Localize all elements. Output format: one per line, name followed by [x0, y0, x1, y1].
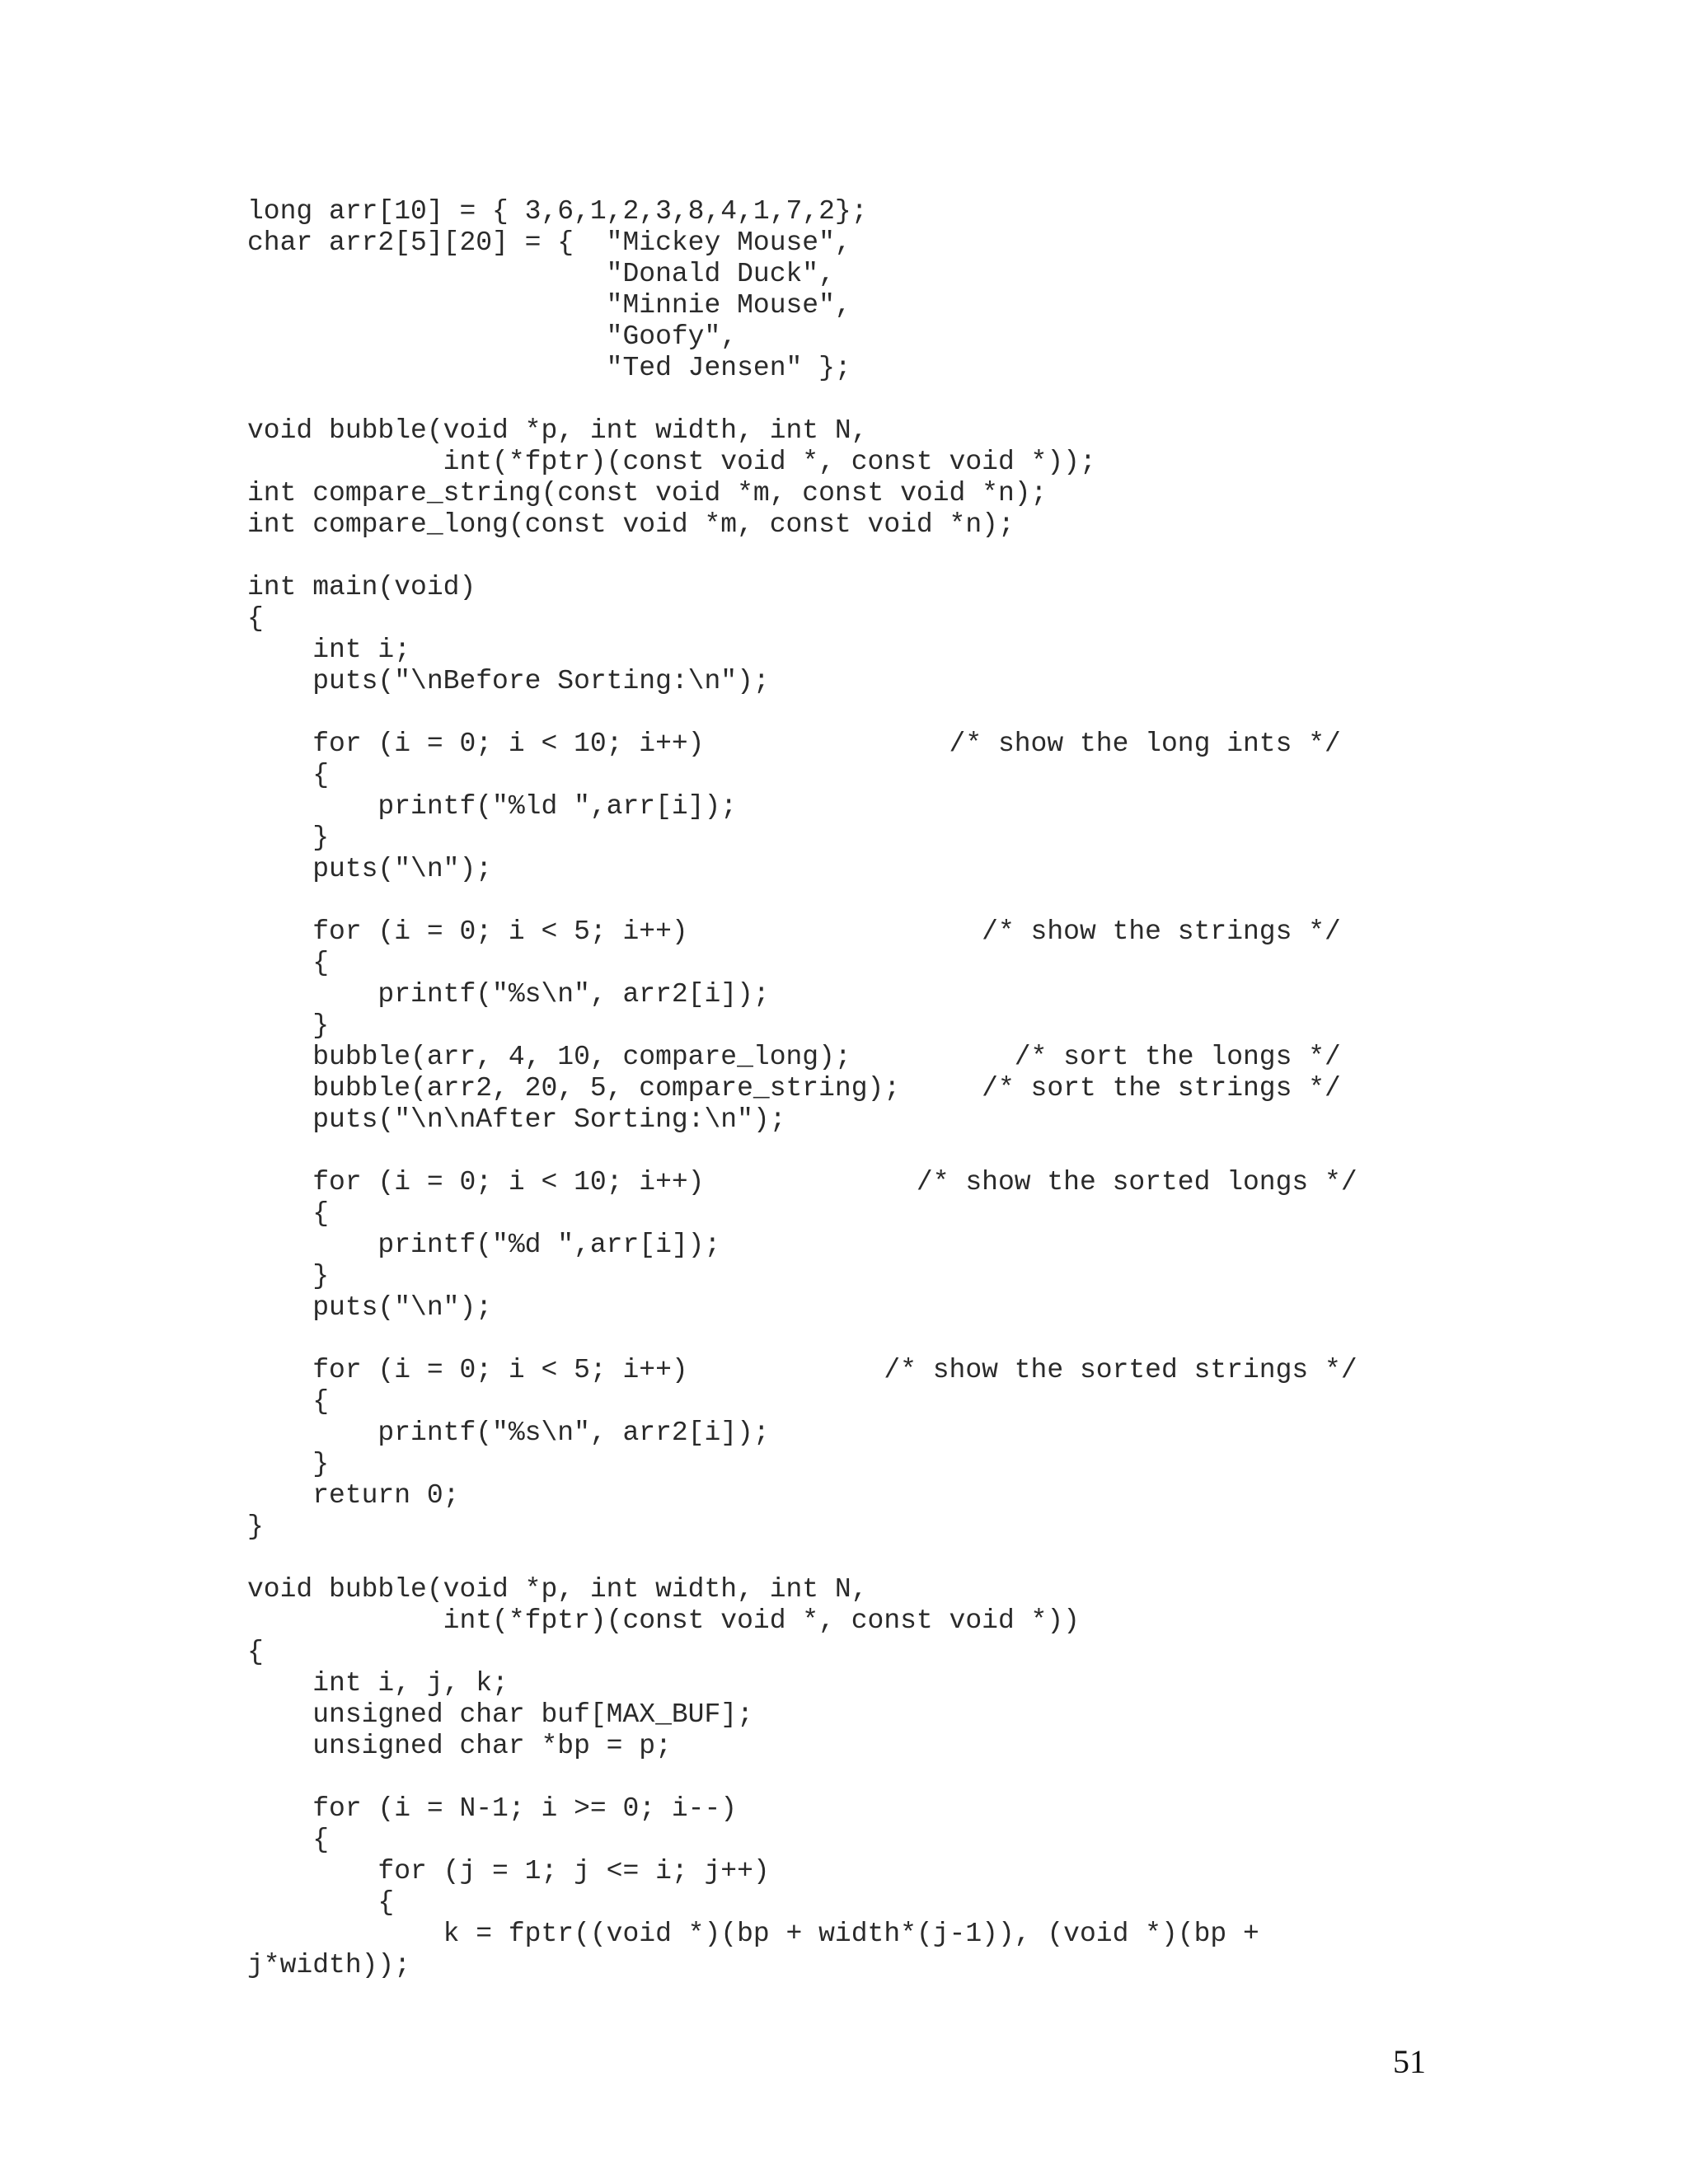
code-line: unsigned char buf[MAX_BUF];	[247, 1699, 753, 1730]
code-line: int(*fptr)(const void *, const void *));	[247, 447, 1096, 477]
code-line: for (i = N-1; i >= 0; i--)	[247, 1793, 738, 1824]
code-line: void bubble(void *p, int width, int N,	[247, 1574, 868, 1605]
code-line: }	[247, 1010, 330, 1041]
code-line: {	[247, 1887, 395, 1918]
code-line: }	[247, 1261, 330, 1291]
code-line: printf("%s\n", arr2[i]);	[247, 1418, 770, 1448]
code-line: int main(void)	[247, 572, 476, 602]
code-line: puts("\nBefore Sorting:\n");	[247, 666, 770, 696]
code-line: j*width));	[247, 1950, 411, 1980]
code-line: puts("\n");	[247, 1292, 493, 1323]
code-line	[247, 541, 1357, 572]
code-line: "Donald Duck",	[247, 259, 835, 289]
code-line: {	[247, 1386, 330, 1417]
code-line	[247, 697, 1357, 729]
code-line: puts("\n");	[247, 854, 493, 884]
code-line	[247, 1762, 1357, 1793]
code-line: {	[247, 948, 330, 978]
code-line: int compare_long(const void *m, const void *n);	[247, 509, 1015, 540]
page-number: 51	[1393, 2043, 1426, 2080]
code-line: for (i = 0; i < 10; i++) /* show the long ints */	[247, 729, 1341, 759]
code-line: char arr2[5][20] = { "Mickey Mouse",	[247, 227, 851, 258]
code-line: k = fptr((void *)(bp + width*(j-1)), (void *)(bp +	[247, 1919, 1259, 1949]
code-line: for (j = 1; j <= i; j++)	[247, 1856, 770, 1886]
code-line: }	[247, 823, 330, 853]
code-line: }	[247, 1511, 264, 1542]
code-line: for (i = 0; i < 5; i++) /* show the sorted strings */	[247, 1355, 1357, 1385]
code-line: for (i = 0; i < 10; i++) /* show the sorted longs */	[247, 1167, 1357, 1197]
code-line: int i;	[247, 635, 411, 665]
code-line: }	[247, 1449, 330, 1479]
code-line: bubble(arr, 4, 10, compare_long); /* sort the longs */	[247, 1042, 1341, 1072]
code-line	[247, 1324, 1357, 1355]
code-line: printf("%ld ",arr[i]);	[247, 791, 738, 822]
code-line: void bubble(void *p, int width, int N,	[247, 415, 868, 446]
code-line	[247, 885, 1357, 916]
code-line: "Goofy",	[247, 321, 738, 352]
code-listing	[247, 196, 1357, 1981]
code-line	[247, 1543, 1357, 1574]
code-line: "Ted Jensen" };	[247, 353, 851, 383]
code-line: puts("\n\nAfter Sorting:\n");	[247, 1104, 786, 1135]
code-line	[247, 1136, 1357, 1167]
code-line: {	[247, 1825, 330, 1855]
code-line: {	[247, 760, 330, 790]
code-line: {	[247, 1637, 264, 1667]
code-line: int i, j, k;	[247, 1668, 509, 1699]
code-line: int compare_string(const void *m, const void *n);	[247, 478, 1048, 509]
code-line: return 0;	[247, 1480, 460, 1511]
code-line: unsigned char *bp = p;	[247, 1731, 672, 1761]
code-line: printf("%d ",arr[i]);	[247, 1230, 721, 1260]
code-line: bubble(arr2, 20, 5, compare_string); /* sort the strings */	[247, 1073, 1341, 1104]
code-line	[247, 384, 1357, 415]
code-line: printf("%s\n", arr2[i]);	[247, 979, 770, 1010]
code-line: long arr[10] = { 3,6,1,2,3,8,4,1,7,2};	[247, 196, 868, 227]
code-line: int(*fptr)(const void *, const void *))	[247, 1605, 1080, 1636]
code-line: {	[247, 1198, 330, 1229]
code-line: for (i = 0; i < 5; i++) /* show the strings */	[247, 916, 1341, 947]
code-line: {	[247, 603, 264, 634]
code-line: "Minnie Mouse",	[247, 290, 851, 321]
